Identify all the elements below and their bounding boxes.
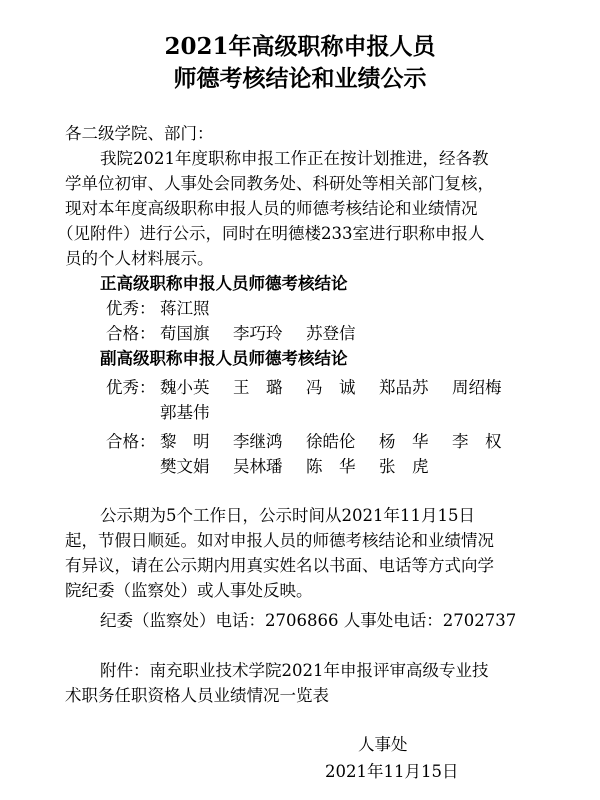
signature-dept: 人事处 bbox=[358, 735, 408, 754]
person-name: 李巧玲 bbox=[233, 324, 283, 343]
person-name: 魏小英 bbox=[160, 378, 210, 397]
person-name: 蒋江照 bbox=[160, 299, 210, 318]
qualified-label: 合格： bbox=[106, 324, 156, 343]
associate-qualified-row-2 bbox=[106, 455, 586, 479]
notice-line: 起，节假日顺延。如对申报人员的师德考核结论和业绩情况 bbox=[65, 531, 494, 550]
person-name: 荀国旗 bbox=[160, 324, 210, 343]
person-name: 黎 明 bbox=[160, 432, 210, 451]
intro-line: 我院2021年度职称申报工作正在按计划推进，经各教 bbox=[100, 149, 489, 168]
senior-qualified-row bbox=[106, 322, 586, 346]
excellent-label: 优秀： bbox=[106, 378, 156, 397]
attachment-line: 术职务任职资格人员业绩情况一览表 bbox=[65, 686, 329, 705]
person-name: 吴林璠 bbox=[233, 457, 283, 476]
associate-excellent-row bbox=[106, 376, 586, 400]
person-name: 陈 华 bbox=[306, 457, 356, 476]
associate-excellent-row-2 bbox=[106, 401, 586, 425]
title-line-1: 2021年高级职称申报人员 bbox=[164, 33, 436, 60]
intro-line: 现对本年度高级职称申报人员的师德考核结论和业绩情况 bbox=[65, 199, 478, 218]
signature-date: 2021年11月15日 bbox=[325, 762, 459, 781]
person-name: 李继鸿 bbox=[233, 432, 283, 451]
person-name: 苏登信 bbox=[306, 324, 356, 343]
person-name: 周绍梅 bbox=[452, 378, 502, 397]
person-name: 樊文娟 bbox=[160, 457, 210, 476]
attachment-line: 附件：南充职业技术学院2021年申报评审高级专业技 bbox=[100, 661, 489, 680]
salutation: 各二级学院、部门： bbox=[65, 124, 214, 143]
person-name: 张 虎 bbox=[379, 457, 429, 476]
person-name: 李 权 bbox=[452, 432, 502, 451]
associate-heading: 副高级职称申报人员师德考核结论 bbox=[100, 349, 348, 368]
qualified-label: 合格： bbox=[106, 432, 156, 451]
person-name: 郑品苏 bbox=[379, 378, 429, 397]
senior-excellent-row bbox=[106, 297, 586, 321]
intro-line: （见附件）进行公示，同时在明德楼233室进行职称申报人 bbox=[57, 224, 485, 243]
person-name: 郭基伟 bbox=[160, 403, 210, 422]
intro-line: 学单位初审、人事处会同教务处、科研处等相关部门复核， bbox=[65, 174, 494, 193]
notice-line: 有异议，请在公示期内用真实姓名以书面、电话等方式向学 bbox=[65, 556, 494, 575]
person-name: 冯 诚 bbox=[306, 378, 356, 397]
intro-line: 员的个人材料展示。 bbox=[65, 249, 214, 268]
title-line-2: 师德考核结论和业绩公示 bbox=[173, 65, 427, 92]
person-name: 徐皓伦 bbox=[306, 432, 356, 451]
notice-line: 院纪委（监察处）或人事处反映。 bbox=[65, 581, 313, 600]
contact-phones: 纪委（监察处）电话：2706866 人事处电话：2702737 bbox=[100, 611, 517, 630]
associate-qualified-row bbox=[106, 430, 586, 454]
excellent-label: 优秀： bbox=[106, 299, 156, 318]
person-name: 王 璐 bbox=[233, 378, 283, 397]
person-name: 杨 华 bbox=[379, 432, 429, 451]
senior-heading: 正高级职称申报人员师德考核结论 bbox=[100, 274, 348, 293]
notice-line: 公示期为5个工作日，公示时间从2021年11月15日 bbox=[100, 506, 475, 525]
